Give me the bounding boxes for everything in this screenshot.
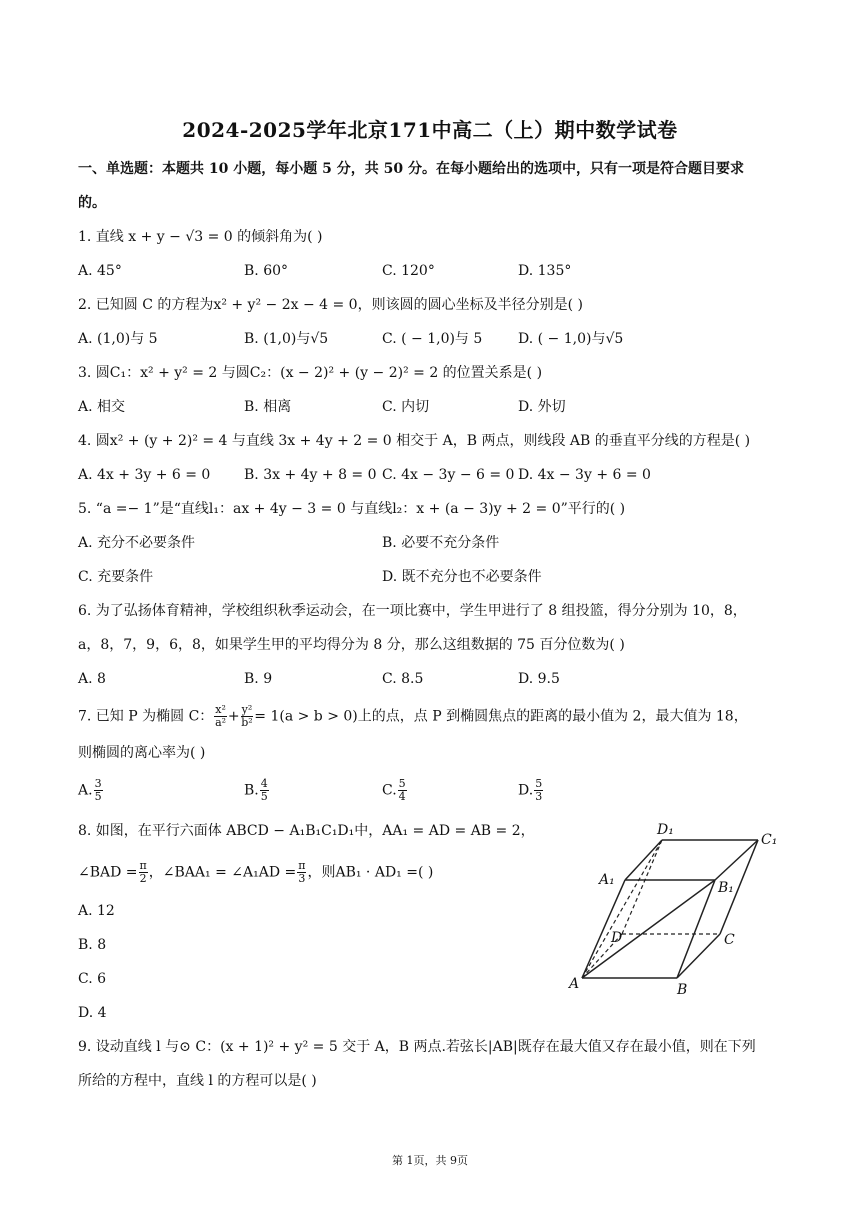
- question-3-stem: 3. 圆C₁：x² + y² = 2 与圆C₂：(x − 2)² + (y − 2)² = 2 的位置关系是( ): [78, 365, 543, 381]
- q3-option-a: A. 相交: [78, 399, 126, 415]
- section-heading-line2: 的。: [78, 195, 106, 211]
- q5-option-c: C. 充要条件: [78, 569, 154, 585]
- label-B: B: [677, 982, 688, 998]
- q7-option-b: B. $\frac{4}{5}$: [244, 777, 268, 803]
- q8-option-a: A. 12: [78, 903, 115, 919]
- question-9-stem-line1: 9. 设动直线 l 与⊙ C：(x + 1)² + y² = 5 交于 A，B 两点.若弦长|AB|既存在最大值又存在最小值，则在下列: [78, 1039, 756, 1055]
- q2-option-c: C. ( − 1,0)与 5: [382, 331, 483, 347]
- q7-option-a: A. $\frac{3}{5}$: [78, 777, 102, 803]
- q4-option-c: C. 4x − 3y − 6 = 0: [382, 467, 515, 483]
- q4-option-d: D. 4x − 3y + 6 = 0: [518, 467, 651, 483]
- page-footer: 第 1页，共 9页: [392, 1154, 468, 1167]
- q6-option-d: D. 9.5: [518, 671, 560, 687]
- q7-option-c: C. $\frac{5}{4}$: [382, 777, 406, 803]
- question-8-stem-line1: 8. 如图，在平行六面体 ABCD − A₁B₁C₁D₁中，AA₁ = AD = AB = 2，: [78, 823, 535, 839]
- label-D1: D₁: [657, 822, 674, 838]
- label-D: D: [611, 930, 623, 946]
- q2-option-b: B. (1,0)与√5: [244, 331, 329, 347]
- edge-BC: [677, 934, 720, 978]
- q7-prefix: 7. 已知 P 为椭圆 C：: [78, 708, 214, 725]
- q7-frac-y: $\frac{\text{y²}}{\text{b²}}$: [241, 703, 253, 729]
- question-6-stem-line1: 6. 为了弘扬体育精神，学校组织秋季运动会，在一项比赛中，学生甲进行了 8 组投篮，得分分别为 10，8，: [78, 603, 747, 619]
- parallelepiped-figure: [565, 820, 790, 1000]
- question-5-stem: 5. “a =− 1”是“直线l₁：ax + 4y − 3 = 0 与直线l₂：x + (a − 3)y + 2 = 0”平行的( ): [78, 501, 626, 517]
- q2-option-d: D. ( − 1,0)与√5: [518, 331, 624, 347]
- label-B1: B₁: [718, 880, 734, 896]
- question-4-stem: 4. 圆x² + (y + 2)² = 4 与直线 3x + 4y + 2 = 0 相交于 A，B 两点，则线段 AB 的垂直平分线的方程是( ): [78, 433, 751, 449]
- q1-option-a: A. 45°: [78, 263, 122, 279]
- segment-AB1: [582, 880, 715, 978]
- edge-B1C1: [715, 840, 758, 880]
- question-6-stem-line2: a，8，7，9，6，8，如果学生甲的平均得分为 8 分，那么这组数据的 75 百分位数为( ): [78, 637, 625, 653]
- q1-option-c: C. 120°: [382, 263, 435, 279]
- question-8-stem-line2: ∠BAD = $\frac{\pi}{2}$ ，∠BAA₁ = ∠A₁AD = $\frac{\pi}{3}$ ，则AB₁ · AD₁ =( ): [78, 859, 434, 885]
- q6-option-a: A. 8: [78, 671, 106, 687]
- q4-option-b: B. 3x + 4y + 8 = 0: [244, 467, 377, 483]
- section-heading-line1: 一、单选题：本题共 10 小题，每小题 5 分，共 50 分。在每小题给出的选项中，只有一项是符合题目要求: [78, 161, 744, 177]
- q7-option-d: D. $\frac{5}{3}$: [518, 777, 543, 803]
- q6-option-b: B. 9: [244, 671, 273, 687]
- q1-option-b: B. 60°: [244, 263, 289, 279]
- label-C: C: [724, 932, 735, 948]
- question-2-stem: 2. 已知圆 C 的方程为x² + y² − 2x − 4 = 0，则该圆的圆心坐标及半径分别是( ): [78, 297, 583, 313]
- edge-A1D1: [625, 840, 662, 880]
- q2-option-a: A. (1,0)与 5: [78, 331, 158, 347]
- label-C1: C₁: [761, 832, 778, 848]
- q5-option-b: B. 必要不充分条件: [382, 535, 500, 551]
- q8-option-c: C. 6: [78, 971, 107, 987]
- q7-frac-x: $\frac{\text{x²}}{\text{a²}}$: [215, 703, 227, 729]
- question-9-stem-line2: 所给的方程中，直线 l 的方程可以是( ): [78, 1073, 317, 1089]
- q8-option-b: B. 8: [78, 937, 107, 953]
- q4-option-a: A. 4x + 3y + 6 = 0: [78, 467, 211, 483]
- segment-AD1: [582, 840, 662, 978]
- q5-option-a: A. 充分不必要条件: [78, 535, 196, 551]
- label-A: A: [569, 976, 580, 992]
- label-A1: A₁: [599, 872, 615, 888]
- edge-DD1: [622, 840, 662, 934]
- question-7-stem-line2: 则椭圆的离心率为( ): [78, 745, 206, 761]
- q3-option-c: C. 内切: [382, 399, 430, 415]
- q8-option-d: D. 4: [78, 1005, 107, 1021]
- page-title: 2024-2025学年北京171中高二（上）期中数学试卷: [182, 118, 678, 142]
- question-1-stem: 1. 直线 x + y − √3 = 0 的倾斜角为( ): [78, 229, 323, 245]
- q6-option-c: C. 8.5: [382, 671, 424, 687]
- q7-equation-rest: = 1(a > b > 0)上的点，点 P 到椭圆焦点的距离的最小值为 2，最大值为 18，: [254, 708, 748, 725]
- edge-AA1: [582, 880, 625, 978]
- q5-option-d: D. 既不充分也不必要条件: [382, 569, 542, 585]
- q1-option-d: D. 135°: [518, 263, 572, 279]
- q3-option-d: D. 外切: [518, 399, 566, 415]
- q3-option-b: B. 相离: [244, 399, 292, 415]
- question-7-stem-line1: 7. 已知 P 为椭圆 C： $\frac{\text{x²}}{\text{a²}}$ + $\frac{\text{y²}}{\text{b²}}$ = 1(a > b > 0)上的点，点 P 到椭圆焦点的距离的最小值为 2，最大值为 18，: [78, 703, 748, 729]
